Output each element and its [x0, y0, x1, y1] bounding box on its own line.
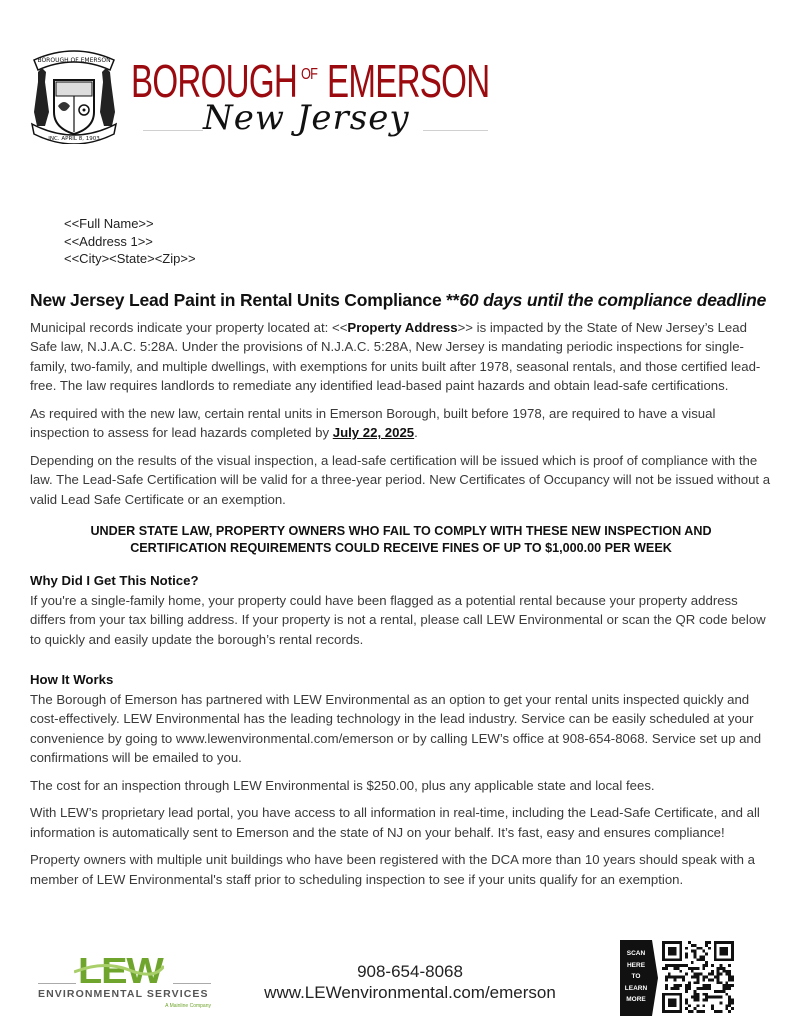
how-heading: How It Works — [30, 672, 114, 687]
brand-word-emerson: EMERSON — [327, 55, 490, 107]
svg-text:INC. APRIL 8, 1903: INC. APRIL 8, 1903 — [48, 136, 100, 142]
svg-text:BOROUGH OF EMERSON: BOROUGH OF EMERSON — [37, 57, 111, 64]
lew-logo — [38, 950, 213, 1014]
brand-divider-left — [143, 130, 203, 131]
paragraph-certification: Depending on the results of the visual inspection, a lead-safe certification will be issued which is proof of compliance with the law. The Lead-Safe Certification will be valid for a three-year period. New Certificates of Occupancy will not be issued without a valid Lead Safe Certificate or an exemption. — [30, 452, 771, 507]
warning-line-2: CERTIFICATION REQUIREMENTS COULD RECEIVE FINES OF UP TO $1,000.00 PER WEEK — [130, 541, 672, 555]
fines-warning — [30, 523, 772, 557]
swoosh-icon — [74, 960, 164, 978]
letterhead — [28, 46, 498, 146]
scan-label — [620, 948, 652, 1006]
title-main: New Jersey Lead Paint in Rental Units Compliance ** — [30, 290, 460, 310]
brand-word-borough: BOROUGH — [131, 55, 298, 107]
qr-block — [620, 940, 732, 1018]
property-address-placeholder: Property Address — [347, 319, 458, 335]
contact-url[interactable]: www.LEWenvironmental.com/emerson — [264, 983, 556, 1002]
scan-word: SCAN — [626, 950, 646, 957]
why-heading: Why Did I Get This Notice? — [30, 573, 199, 588]
portal-paragraph: With LEW’s proprietary lead portal, you have access to all information in real-time, including the Lead-Safe Certificate, and all information is automatically sent to Emerson and the state of NJ on your behalf. It’s fast, easy and ensures compliance! — [30, 805, 760, 840]
arrow-right-icon — [652, 940, 658, 1016]
scan-word: TO — [631, 973, 641, 980]
letter-body — [30, 291, 772, 897]
brand-word-of: OF — [301, 66, 318, 83]
why-body: If you're a single-family home, your property could have been flagged as a potential rental because your property address differs from your tax billing address. If your property is not a rental, please call LEW Environmental or scan the QR code below to quickly and easily update the borough’s rental records. — [30, 592, 766, 647]
address-line-1: <<Address 1>> — [64, 233, 153, 249]
text: >> is impacted by the State of New Jersey’s Lead Safe law, N.J.A.C. 5:28A. Under the provisions of N.J.A.C. 5:28A, New Jersey is mandating periodic inspections for single-family, two-family, and multiple dwellings, with exemptions for units built after 1978, seasonal rentals, and those certified lead-free. The law requires landlords to remediate any identified lead-based paint hazards and obtain lead-safe certifications. — [30, 319, 761, 393]
how-body: The Borough of Emerson has partnered with LEW Environmental as an option to get your rental units inspected quickly and cost-effectively. LEW Environmental has the leading technology in the lead industry. Service can be easily scheduled at your convenience by going to www.lewenvironmental.com/emerson or by calling LEW’s office at 908-654-8068. Service set up and confirmations will be emailed to you. — [30, 691, 762, 765]
title-deadline-emphasis: 60 days until the compliance deadline — [459, 290, 767, 310]
text: Municipal records indicate your property located at: << — [30, 319, 348, 335]
brand-script-new-jersey: New Jersey — [203, 98, 410, 138]
contact-phone[interactable]: 908-654-8068 — [357, 962, 463, 981]
lew-tagline: A Mainline Company — [165, 1003, 211, 1009]
paragraph-deadline — [30, 404, 772, 443]
cost-paragraph: The cost for an inspection through LEW Environmental is $250.00, plus any applicable state and local fees. — [30, 777, 655, 793]
scan-word: LEARN — [624, 984, 648, 992]
dca-paragraph: Property owners with multiple unit buildings who have been registered with the DCA more than 10 years should speak with a member of LEW Environmental's staff prior to scheduling inspection to see if your units qualify for an exemption. — [30, 852, 755, 887]
address-full-name: <<Full Name>> — [64, 216, 154, 231]
deadline-date: July 22, 2025 — [332, 425, 415, 440]
scan-word: HERE — [626, 961, 646, 969]
scan-here-tag — [620, 940, 652, 1016]
address-city-state-zip: <<City><State><Zip>> — [64, 251, 196, 266]
lew-letters: LEW — [78, 950, 163, 991]
text: . — [414, 425, 418, 440]
text: As required with the new law, certain rental units in Emerson Borough, built before 1978, are required to have a visual inspection to assess for lead hazards completed by — [30, 405, 716, 440]
warning-line-1: UNDER STATE LAW, PROPERTY OWNERS WHO FAIL TO COMPLY WITH THESE NEW INSPECTION AND — [90, 524, 712, 538]
borough-seal-icon — [28, 46, 120, 144]
paragraph-property-impact — [30, 318, 772, 396]
brand-divider-right — [423, 130, 488, 131]
contact-info — [250, 961, 570, 1003]
qr-code-icon[interactable] — [662, 940, 734, 1014]
lew-services-text: ENVIRONMENTAL SERVICES — [38, 988, 209, 1000]
recipient-address — [64, 215, 196, 268]
logo-rule-left — [38, 983, 76, 984]
logo-rule-right — [173, 983, 211, 984]
scan-word: MORE — [626, 996, 646, 1003]
letter-title — [30, 291, 772, 311]
